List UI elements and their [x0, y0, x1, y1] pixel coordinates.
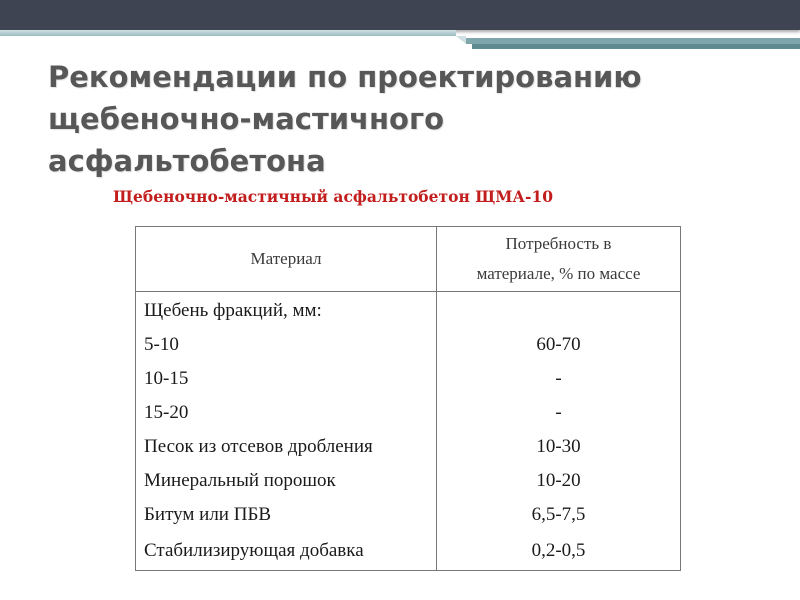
table-row [136, 362, 681, 396]
value-cell: 6,5-7,5 [437, 498, 681, 532]
table-row [136, 292, 681, 329]
column-header-requirement-line: Потребность в [505, 234, 612, 253]
material-requirements-table [135, 226, 681, 571]
value-cell: 60-70 [437, 328, 681, 362]
column-header-requirement-line: материале, % по массе [476, 264, 641, 283]
table-row [136, 430, 681, 464]
table-row [136, 532, 681, 571]
decor-stripe-right-dark [472, 44, 800, 49]
top-header-band [0, 0, 800, 30]
column-header-material: Материал [136, 227, 437, 292]
table-row [136, 328, 681, 362]
value-cell: - [437, 362, 681, 396]
value-cell [437, 292, 681, 329]
slide-title-line: щебеночно-мастичного [48, 102, 445, 136]
value-cell: - [437, 396, 681, 430]
material-cell: 5-10 [136, 328, 437, 362]
decor-notch [456, 36, 466, 44]
table-header-row [136, 227, 681, 292]
value-cell: 10-20 [437, 464, 681, 498]
table-heading: Щебеночно-мастичный асфальтобетон ЩМА-10 [113, 187, 554, 206]
decor-stripe-left [0, 30, 456, 36]
table-row [136, 498, 681, 532]
material-cell: Битум или ПБВ [136, 498, 437, 532]
value-cell: 10-30 [437, 430, 681, 464]
material-cell: 15-20 [136, 396, 437, 430]
value-cell: 0,2-0,5 [437, 532, 681, 571]
material-cell: Щебень фракций, мм: [136, 292, 437, 329]
slide-title-line: Рекомендации по проектированию [48, 60, 642, 94]
table-row [136, 396, 681, 430]
slide-title-line: асфальтобетона [48, 144, 326, 178]
table-row [136, 464, 681, 498]
slide-title [48, 56, 768, 182]
material-cell: Минеральный порошок [136, 464, 437, 498]
material-cell: Песок из отсевов дробления [136, 430, 437, 464]
column-header-requirement [437, 227, 681, 292]
material-cell: Стабилизирующая добавка [136, 532, 437, 571]
material-cell: 10-15 [136, 362, 437, 396]
